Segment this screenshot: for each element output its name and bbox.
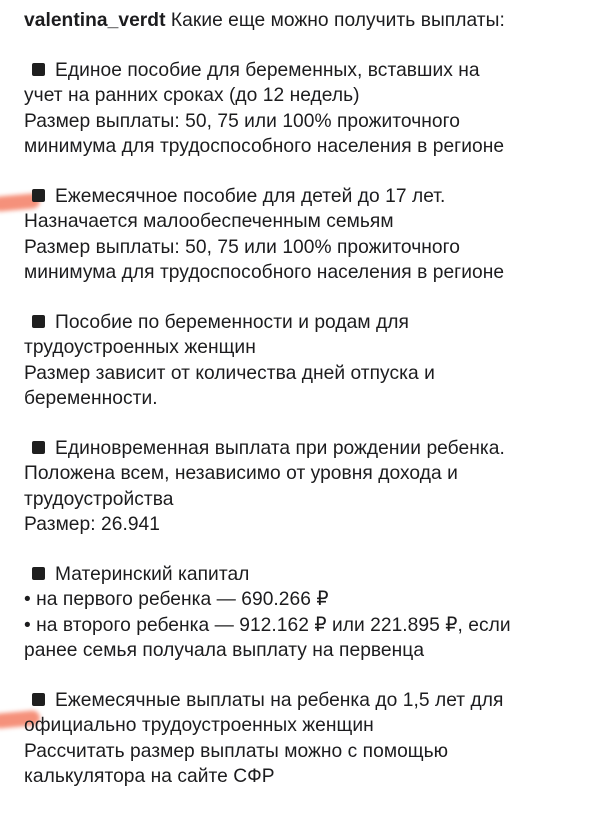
section-line: трудоустроенных женщин (24, 337, 256, 358)
black-square-icon (32, 189, 45, 202)
section-line: трудоустройства (24, 488, 174, 510)
section-title: Ежемесячное пособие для детей до 17 лет. (55, 185, 446, 207)
caption-header (24, 8, 590, 34)
section-line: Размер выплаты: 50, 75 или 100% прожиточного (24, 236, 460, 258)
caption-intro: Какие еще можно получить выплаты: (170, 10, 505, 31)
section-line: Назначается малообеспеченным семьям (24, 211, 394, 232)
black-square-icon (32, 315, 45, 328)
post-caption (24, 8, 590, 790)
section-line: Размер: 26.941 (24, 514, 160, 535)
section-line: • на второго ребенка — 912.162 ₽ или 221.895 ₽, если (24, 614, 511, 636)
black-square-icon (32, 693, 45, 706)
benefit-section (24, 184, 590, 286)
black-square-icon (32, 63, 45, 76)
section-line: ранее семья получала выплату на первенца (24, 640, 425, 661)
section-line: Рассчитать размер выплаты можно с помощью (24, 740, 449, 762)
section-line: беременности. (24, 388, 158, 409)
black-square-icon (32, 567, 45, 580)
section-title: Ежемесячные выплаты на ребенка до 1,5 лет для (55, 689, 504, 711)
section-line: калькулятора на сайте СФР (24, 766, 275, 787)
benefit-section (24, 562, 590, 664)
section-line: минимума для трудоспособного населения в регионе (24, 136, 505, 157)
username-link[interactable]: valentina_verdt (24, 10, 166, 31)
section-title: Пособие по беременности и родам для (55, 311, 409, 333)
section-line: учет на ранних сроках (до 12 недель) (24, 85, 360, 106)
section-line: • на первого ребенка — 690.266 ₽ (24, 589, 329, 610)
benefit-section (24, 436, 590, 538)
benefit-section (24, 58, 590, 160)
section-line: Положена всем, независимо от уровня дохода и (24, 463, 458, 484)
black-square-icon (32, 441, 45, 454)
section-line: минимума для трудоспособного населения в регионе (24, 262, 505, 283)
section-line: Размер выплаты: 50, 75 или 100% прожиточного (24, 110, 460, 132)
section-title: Материнский капитал (55, 563, 250, 585)
section-title: Единое пособие для беременных, вставших на (55, 59, 480, 81)
benefit-section (24, 310, 590, 412)
section-line: Размер зависит от количества дней отпуска и (24, 362, 435, 384)
section-title: Единовременная выплата при рождении ребенка. (55, 437, 505, 459)
benefit-section (24, 688, 590, 790)
section-line: официально трудоустроенных женщин (24, 715, 374, 736)
